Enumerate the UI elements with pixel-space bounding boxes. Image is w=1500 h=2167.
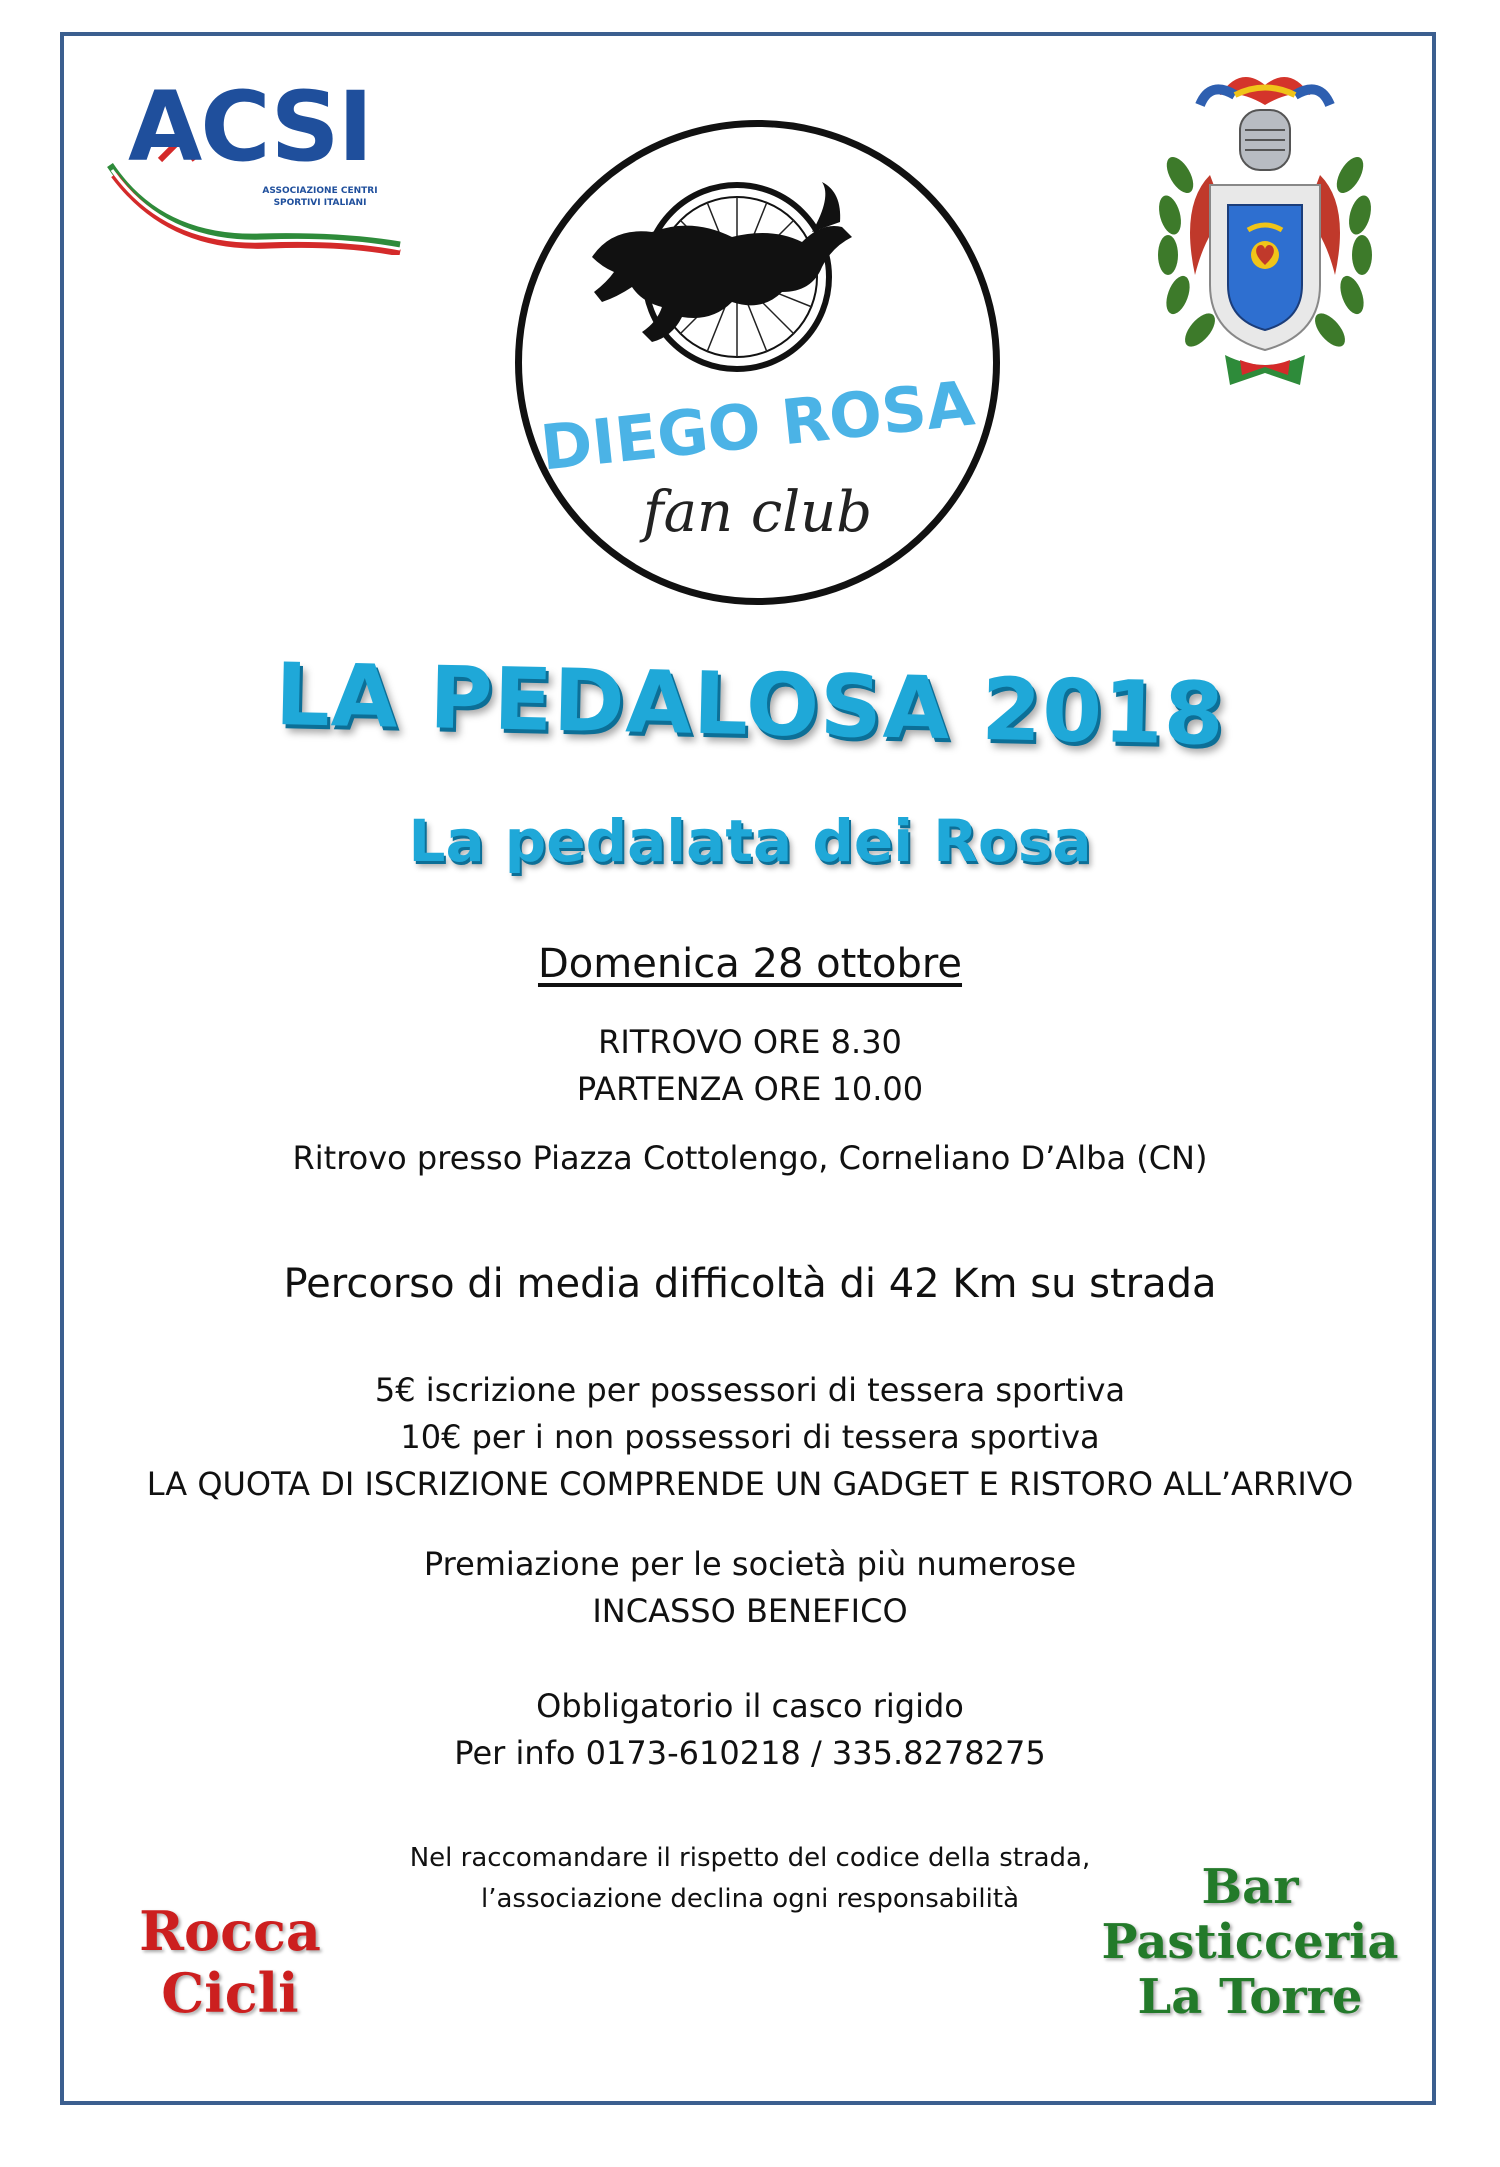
fan-club-tagline: fan club: [642, 480, 873, 545]
fee-without-card: 10€ per i non possessori di tessera sportiva: [400, 1418, 1100, 1456]
sponsor-left-line2: Cicli: [161, 1961, 299, 2026]
route-description: Percorso di media difficoltà di 42 Km su strada: [283, 1261, 1217, 1307]
event-date: Domenica 28 ottobre: [537, 941, 963, 987]
acsi-subtitle: [245, 185, 395, 209]
event-title: LA PEDALOSA 2018: [274, 645, 1226, 765]
fee-includes: LA QUOTA DI ISCRIZIONE COMPRENDE UN GADGET E RISTORO ALL’ARRIVO: [146, 1465, 1354, 1503]
fan-club-name: DIEGO ROSA: [537, 366, 978, 485]
sponsor-right-line2: Pasticceria: [1101, 1914, 1399, 1971]
acsi-subtitle-line2: SPORTIVI ITALIANI: [273, 198, 367, 208]
sponsor-rocca-cicli: [120, 1900, 340, 2024]
fan-club-badge: [515, 120, 1000, 605]
acsi-logo: [100, 71, 420, 255]
sponsor-right-line1: Bar: [1201, 1859, 1299, 1915]
start-time: PARTENZA ORE 10.00: [576, 1070, 924, 1108]
disclaimer-line1: Nel raccomandare il rispetto del codice della strada,: [409, 1843, 1091, 1873]
municipal-crest: [1140, 55, 1390, 400]
acsi-wordmark: ACSI: [128, 71, 372, 183]
event-subtitle: La pedalata dei Rosa: [408, 807, 1092, 875]
awards-charity: INCASSO BENEFICO: [592, 1592, 908, 1630]
disclaimer-line2: l’associazione declina ogni responsabilità: [480, 1884, 1019, 1914]
helmet-notice: Obbligatorio il casco rigido: [536, 1687, 964, 1725]
acsi-subtitle-line1: ASSOCIAZIONE CENTRI: [262, 186, 378, 196]
meeting-location: Ritrovo presso Piazza Cottolengo, Corneliano D’Alba (CN): [292, 1139, 1208, 1177]
meeting-time: RITROVO ORE 8.30: [598, 1023, 902, 1061]
awards-prize: Premiazione per le società più numerose: [423, 1545, 1077, 1583]
sponsor-bar-pasticceria: [1100, 1860, 1400, 2026]
sponsor-left-line1: Rocca: [139, 1899, 321, 1963]
info-contacts: Per info 0173-610218 / 335.8278275: [454, 1734, 1046, 1772]
sponsor-right-line3: La Torre: [1137, 1969, 1363, 2026]
fee-with-card: 5€ iscrizione per possessori di tessera sportiva: [374, 1371, 1126, 1409]
crest-emblem-graphic: [1140, 55, 1390, 400]
